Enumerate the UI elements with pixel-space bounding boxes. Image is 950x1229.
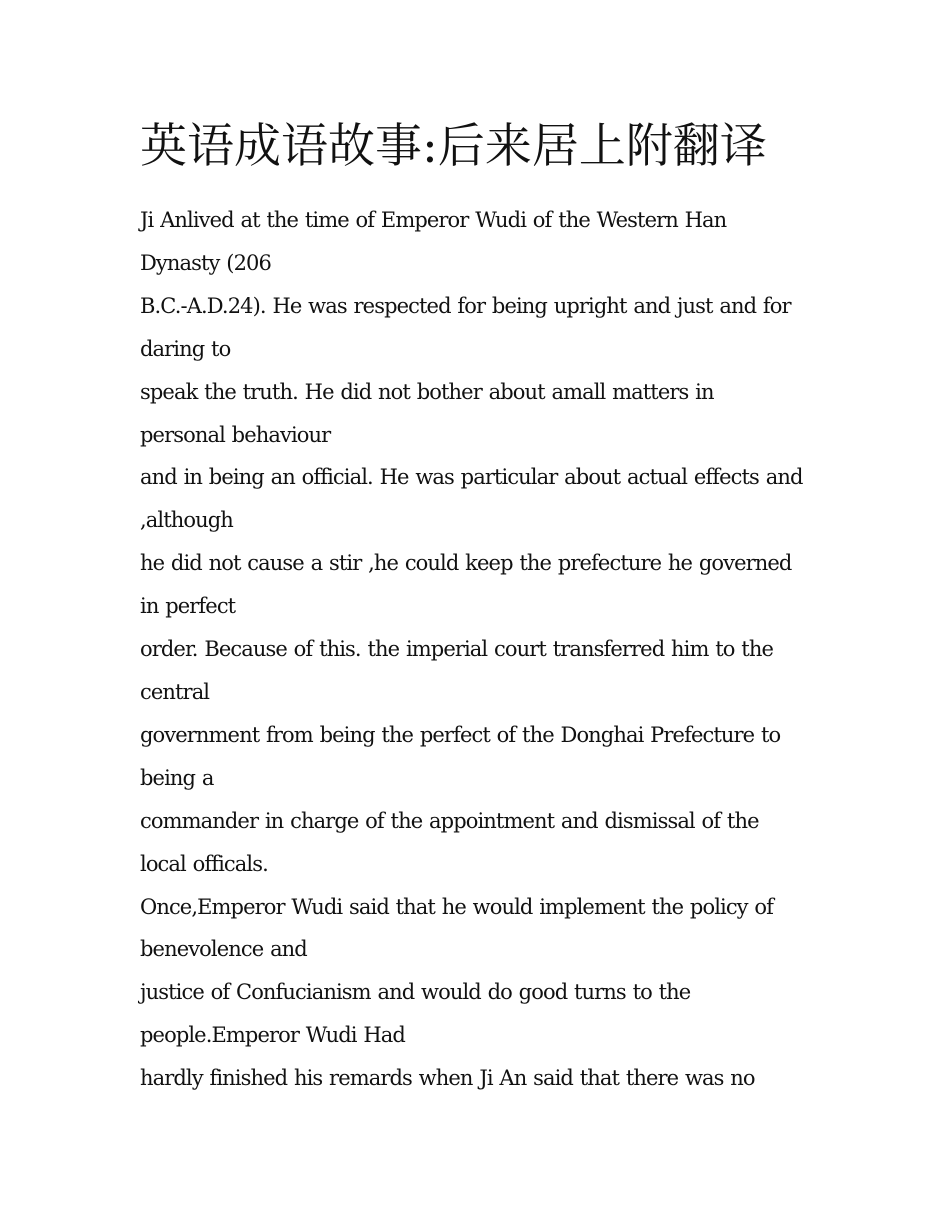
body-line: he did not cause a stir ,he could keep the prefecture he governed <box>140 551 792 576</box>
body-line: personal behaviour <box>140 422 331 447</box>
body-line: and in being an official. He was particular about actual effects and <box>140 465 803 490</box>
document-body <box>140 199 840 1100</box>
body-line: Dynasty (206 <box>140 250 271 275</box>
body-line: in perfect <box>140 594 236 619</box>
body-line: people.Emperor Wudi Had <box>140 1023 405 1048</box>
body-line: central <box>140 679 210 704</box>
body-line: local officals. <box>140 851 268 876</box>
body-line: government from being the perfect of the Donghai Prefecture to <box>140 722 781 747</box>
body-line: commander in charge of the appointment and dismissal of the <box>140 808 759 833</box>
document-title: 英语成语故事:后来居上附翻译 <box>140 119 767 174</box>
body-line: order. Because of this. the imperial court transferred him to the <box>140 637 773 662</box>
body-line: justice of Confucianism and would do good turns to the <box>140 980 691 1005</box>
body-line: being a <box>140 765 214 790</box>
body-line: Ji Anlived at the time of Emperor Wudi of the Western Han <box>140 208 727 232</box>
body-line: B.C.-A.D.24). He was respected for being upright and just and for <box>140 293 791 318</box>
body-line: hardly finished his remards when Ji An said that there was no <box>140 1066 755 1091</box>
body-line: daring to <box>140 336 231 361</box>
body-line: Once,Emperor Wudi said that he would implement the policy of <box>140 894 774 919</box>
body-line: ,although <box>140 508 233 533</box>
body-line: benevolence and <box>140 937 307 962</box>
body-line: speak the truth. He did not bother about amall matters in <box>140 379 714 404</box>
